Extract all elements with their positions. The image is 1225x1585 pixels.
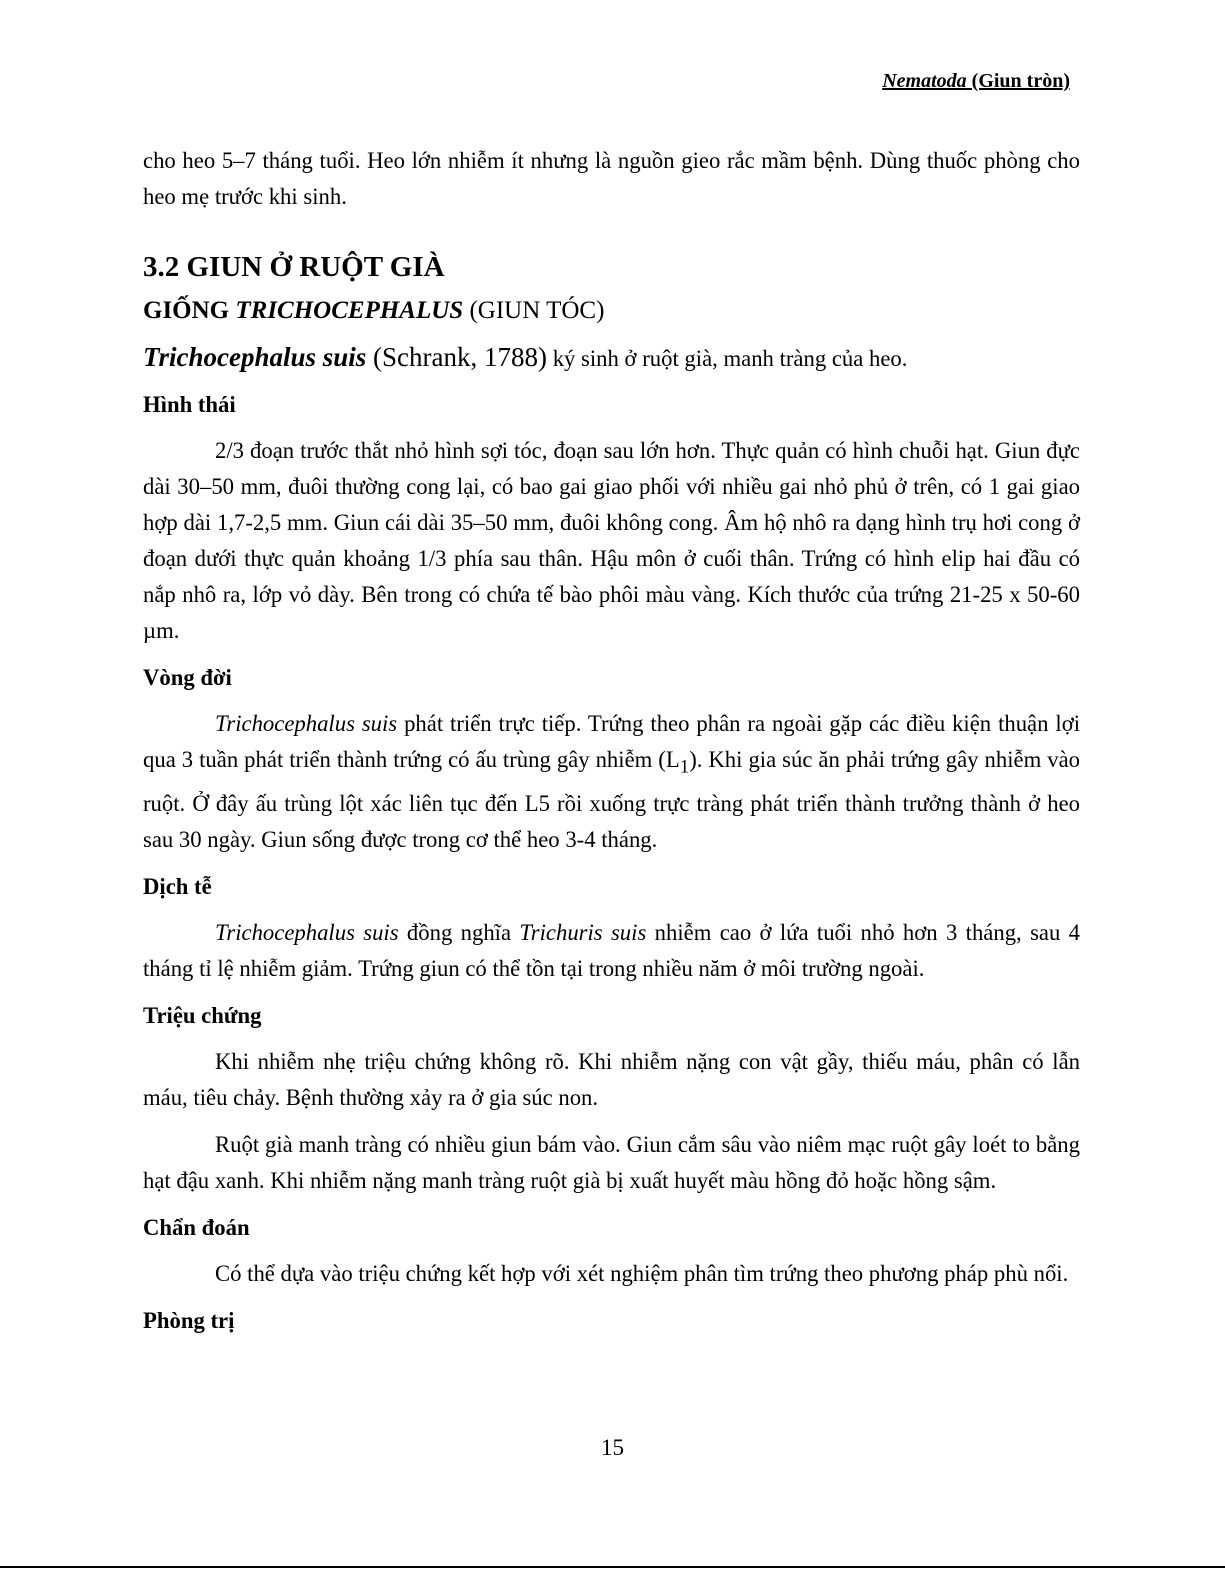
epidemiology-synonym: Trichuris suis bbox=[519, 919, 647, 945]
bottom-divider bbox=[0, 1566, 1225, 1568]
diagnosis-paragraph: Có thể dựa vào triệu chứng kết hợp với xét nghiệm phân tìm trứng theo phương pháp phù nổi. bbox=[215, 1260, 1069, 1286]
page-number: 15 bbox=[601, 1435, 624, 1460]
treatment-heading: Phòng trị bbox=[143, 1307, 235, 1333]
header-italic: Nematoda bbox=[882, 70, 967, 92]
epidemiology-text-b: nhiễm cao ở lứa tuổi nhỏ hơn 3 tháng, sau 4 tháng tỉ lệ nhiễm giảm. Trứng giun có thể tồn tại trong nhiều năm ở môi trường ngoài. bbox=[143, 919, 1081, 981]
genus-suffix: (GIUN TÓC) bbox=[463, 297, 605, 324]
morphology-heading: Hình thái bbox=[143, 392, 236, 417]
lifecycle-subscript: 1 bbox=[679, 756, 690, 778]
diagnosis-heading: Chẩn đoán bbox=[143, 1214, 250, 1240]
lifecycle-species: Trichocephalus suis bbox=[215, 711, 398, 736]
symptoms-paragraph-2: Ruột già manh tràng có nhiều giun bám vào. Giun cắm sâu vào niêm mạc ruột gây loét to bằng hạt đậu xanh. Khi nhiễm nặng manh tràng ruột già bị xuất huyết màu hồng đỏ hoặc hồng sậm. bbox=[143, 1131, 1080, 1193]
species-description: ký sinh ở ruột già, manh tràng của heo. bbox=[547, 346, 908, 371]
lifecycle-text-a: phát triển trực tiếp. Trứng theo phân ra ngoài gặp các điều kiện thuận lợi qua 3 tuần phát triển thành trứng có ấu trùng gây nhiễm (L bbox=[143, 711, 1080, 772]
species-name: Trichocephalus suis bbox=[143, 342, 367, 372]
epidemiology-text-a: đồng nghĩa bbox=[398, 919, 520, 945]
lifecycle-paragraph bbox=[143, 706, 1080, 858]
epidemiology-paragraph bbox=[143, 915, 1080, 987]
header-rest: (Giun tròn) bbox=[966, 70, 1070, 92]
section-title: 3.2 GIUN Ở RUỘT GIÀ bbox=[143, 251, 445, 283]
species-authority: (Schrank, 1788) bbox=[366, 342, 548, 372]
genus-prefix: GIỐNG bbox=[143, 297, 236, 324]
symptoms-heading: Triệu chứng bbox=[143, 1002, 262, 1028]
lifecycle-heading: Vòng đời bbox=[143, 665, 232, 690]
epidemiology-heading: Dịch tễ bbox=[143, 873, 212, 899]
symptoms-paragraph-1: Khi nhiễm nhẹ triệu chứng không rõ. Khi nhiễm nặng con vật gầy, thiếu máu, phân có lẫn máu, tiêu chảy. Bệnh thường xảy ra ở gia súc non. bbox=[143, 1048, 1080, 1110]
running-header bbox=[882, 70, 1070, 93]
genus-name: TRICHOCEPHALUS bbox=[235, 297, 464, 324]
morphology-paragraph: 2/3 đoạn trước thắt nhỏ hình sợi tóc, đoạn sau lớn hơn. Thực quản có hình chuỗi hạt. Giun đực dài 30–50 mm, đuôi thường cong lại, có bao gai giao phối với nhiều gai nhỏ phủ ở trên, có 1 gai giao hợp dài 1,7-2,5 mm. Giun cái dài 35–50 mm, đuôi không cong. Âm hộ nhô ra dạng hình trụ hơi cong ở đoạn dưới thực quản khoảng 1/3 phía sau thân. Hậu môn ở cuối thân. Trứng có hình elip hai đầu có nắp nhô ra, lớp vỏ dày. Bên trong có chứa tế bào phôi màu vàng. Kích thước của trứng 21-25 x 50-60 µm. bbox=[143, 438, 1080, 643]
intro-paragraph: cho heo 5–7 tháng tuổi. Heo lớn nhiễm ít nhưng là nguồn gieo rắc mầm bệnh. Dùng thuốc phòng cho heo mẹ trước khi sinh. bbox=[143, 148, 1080, 209]
genus-heading bbox=[143, 291, 1080, 331]
lifecycle-text-b: ). Khi gia súc ăn phải trứng gây nhiễm vào ruột. Ở đây ấu trùng lột xác liên tục đến L5 rồi xuống trực tràng phát triển thành trưởng thành ở heo sau 30 ngày. Giun sống được trong cơ thể heo 3-4 tháng. bbox=[143, 747, 1081, 852]
page-content bbox=[143, 143, 1080, 1349]
species-heading bbox=[143, 337, 1080, 379]
epidemiology-species: Trichocephalus suis bbox=[215, 919, 399, 945]
